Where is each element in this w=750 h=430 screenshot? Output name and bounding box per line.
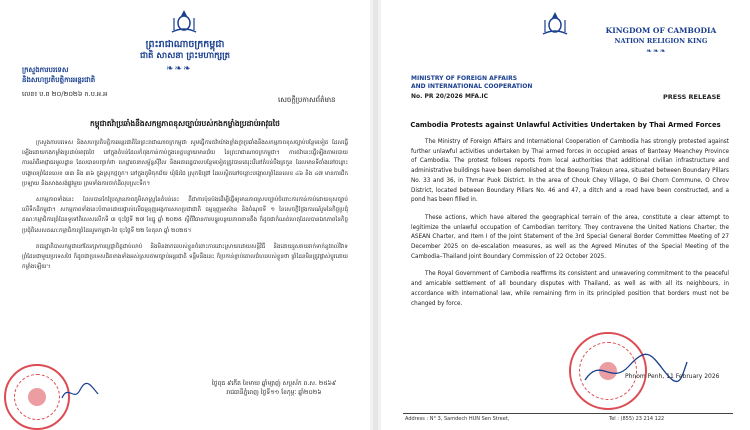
footer-address: Address : N° 3, Samdech HUN Sen Street, [405,416,510,422]
kingdom-header: KINGDOM OF CAMBODIA [605,26,717,35]
document-body [411,138,729,317]
page-divider [373,0,378,430]
nation-motto: ជាតិ សាសនា ព្រះមហាក្សត្រ [139,51,231,61]
signature-icon [60,380,100,404]
ministry-name: ក្រសួងការបរទេស និងសហប្រតិបត្តិការអន្តរជាតិ [22,66,96,84]
date-line: ថ្ងៃពុធ ៩កើត ខែមាឃ ឆ្នាំម្សាញ់ សប្តស័ក ព.ស. ២៥៦៩ រាជធានីភ្នំពេញ ថ្ងៃទី១១ ខែកុម្ភៈ ឆ្នាំ២០២៦ [211,380,337,396]
ornament: ❧❧❧ [646,47,667,55]
body-paragraph: The Ministry of Foreign Affairs and International Cooperation of Cambodia has strongly protested against further unlawful activities undertaken by Thai armed forces in occupied areas of Banteay Meanchey Province of Cambodia. The protest follows reports from local authorities that additional civilian infrastructure and administrative buildings have been demolished at the Boeung Trakoun area, situated between Boundary Pillars No. 33 and 36, in Thmar Puok District. In the area of Chouk Chey Village, O Bei Chorn Commune, O Chrov District, located between Boundary Pillars No. 46 and 47, a ditch and a road have been constructed, and a pond has been filled in. [411,139,729,204]
document-title: Cambodia Protests against Unlawful Activities Undertaken by Thai Armed Forces [410,121,721,129]
signature-icon [581,350,691,390]
reference-number: No. PR 20/2026 MFA.IC [411,93,488,100]
date-line: Phnom Penh, 11 February 2026 [625,373,720,380]
reference-number: លេខ៖ ប.ព ២០/២០២៦ ក.ប.អ.អ [22,90,108,98]
footer-rule [403,413,733,414]
nation-motto: NATION RELIGION KING [614,37,708,45]
document-title: កម្ពុជាតវ៉ាប្រឆាំងនឹងសកម្មភាពខុសច្បាប់របស់កងកម្លាំងប្រដាប់អាវុធថៃ [90,119,280,128]
english-press-release-page [381,0,750,430]
kingdom-header: ព្រះរាជាណាចក្រកម្ពុជា [145,39,225,50]
body-paragraph: These actions, which have altered the geographical terrain of the area, constitute a clear attempt to legitimize the unlawful occupation of Cambodian territory. They contravene the United Nations Charter, the ASEAN Charter, and Item I of the Joint Statement of the 3rd Special General Border Committee Meeting of 27 December 2025 on de-escalation measures, as well as the Agreed Minutes of the Special Meeting of the Cambodia–Thailand Joint Boundary Commission of 22 October 2025. [411,214,729,260]
press-release-label: PRESS RELEASE [663,93,721,101]
press-release-label: សេចក្តីប្រកាសព័ត៌មាន [278,96,336,104]
ornament: ❧❧❧ [166,64,192,74]
footer-telephone: Tel : (855) 23 214 122 [609,416,665,422]
khmer-press-release-page [0,0,370,430]
body-paragraph: រាជរដ្ឋាភិបាលកម្ពុជានៅតែរក្សាការប្តេជ្ញាចិត្តជាប់លាប់ និងមិនងាករេរបស់ខ្លួនចំពោះការដោះស្រាយដោយសន្តិវិធី និងដោយរួសរាយរាក់ទាក់នូវរាល់វិវាទព្រំដែនជាមួយប្រទេសថៃ ក៏ដូចជាប្រទេសជិតខាងទាំងអស់ស្របតាមច្បាប់អន្តរជាតិ ទន្ទឹមនឹងនេះ ក៏ប្រកាន់ខ្ជាប់គោលជំហររបស់ខ្លួនថា ព្រំដែនមិនត្រូវផ្លាស់ប្តូរដោយកម្លាំងឡើយ។ [22,243,348,271]
body-paragraph: ក្រសួងការបរទេស និងសហប្រតិបត្តិការអន្តរជាតិនៃព្រះរាជាណាចក្រកម្ពុជា សូមធ្វើការតវ៉ាយ៉ាងខ្លាំងក្លាប្រឆាំងនឹងសកម្មភាពខុសច្បាប់បន្ថែមទៀត ដែលធ្វើឡើងដោយកងកម្លាំងប្រដាប់អាវុធថៃ នៅក្នុងតំបន់ដែលកំពុងកាន់កាប់ក្នុងខេត្តបន្ទាយមានជ័យ នៃព្រះរាជាណាចក្រកម្ពុជា។ ការតវ៉ានេះធ្វើឡើងតាមរបាយការណ៍ពីអាជ្ញាធរមូលដ្ឋាន ដែលបានបញ្ជាក់ថា ហេដ្ឋារចនាសម្ព័ន្ធស៊ីវិល និងអគាររដ្ឋបាលបន្ថែមទៀតត្រូវបានគេរុះរើនៅតំបន់បឹងត្រកួន ដែលមានទីតាំងនៅចន្លោះបង្គោលព្រំដែនលេខ ៣៣ និង ៣៦ ក្នុងស្រុកថ្មពួក។ នៅក្នុងភូមិចុកជ័យ ឃុំឱរជៃ ស្រុកឱជ្រៅ ដែលស្ថិតនៅចន្លោះបង្គោលព្រំដែនលេខ ៤៦ និង ៤៧ មានការជីកប្រឡាយ និងសាងសង់ផ្លូវមួយ ព្រមទាំងការចាក់ដីលុបស្រះទឹក។ [22,140,348,187]
body-paragraph: The Royal Government of Cambodia reaffirms its consistent and unwavering commitment to the peaceful and amicable settlement of all boundary disputes with Thailand, as well as with all its neighbours, in accordance with international law, while remaining firm in its principled position that borders must not be changed by force. [411,271,729,307]
royal-arms-icon [539,10,571,38]
document-body [22,138,348,278]
ministry-name: MINISTRY OF FOREIGN AFFAIRS AND INTERNATIONAL COOPERATION [411,75,533,90]
royal-arms-icon [168,8,200,36]
body-paragraph: សកម្មភាពទាំងនេះ ដែលបានកែប្រែស្ថានភាពភូមិសាស្ត្រនៃតំបន់នេះ គឺជាការប៉ុនប៉ងដើម្បីធ្វើឲ្យមានភាពស្របច្បាប់ចំពោះការកាន់កាប់ដោយខុសច្បាប់លើទឹកដីកម្ពុជា។ សកម្មភាពទាំងនេះបំពានដោយផ្ទាល់លើធម្មនុញ្ញអង្គការសហប្រជាជាតិ ធម្មនុញ្ញអាស៊ាន និងចំណុចទី ១ នៃសេចក្តីថ្លែងការណ៍រួមនៃកិច្ចប្រជុំគណៈកម្មាធិការព្រំដែនទូទៅពិសេសលើកទី ៣ ចុះថ្ងៃទី ២៧ ខែធ្នូ ឆ្នាំ ២០២៥ ស្តីពីវិធានការបន្ធូរបន្ថយភាពតានតឹង ក៏ដូចជាកំណត់ហេតុដែលបានឯកភាពនៃកិច្ចប្រជុំពិសេសគណៈកម្មាធិការព្រំដែនរួមកម្ពុជា-ថៃ ចុះថ្ងៃទី ២២ ខែតុលា ឆ្នាំ ២០២៥។ [22,197,348,234]
